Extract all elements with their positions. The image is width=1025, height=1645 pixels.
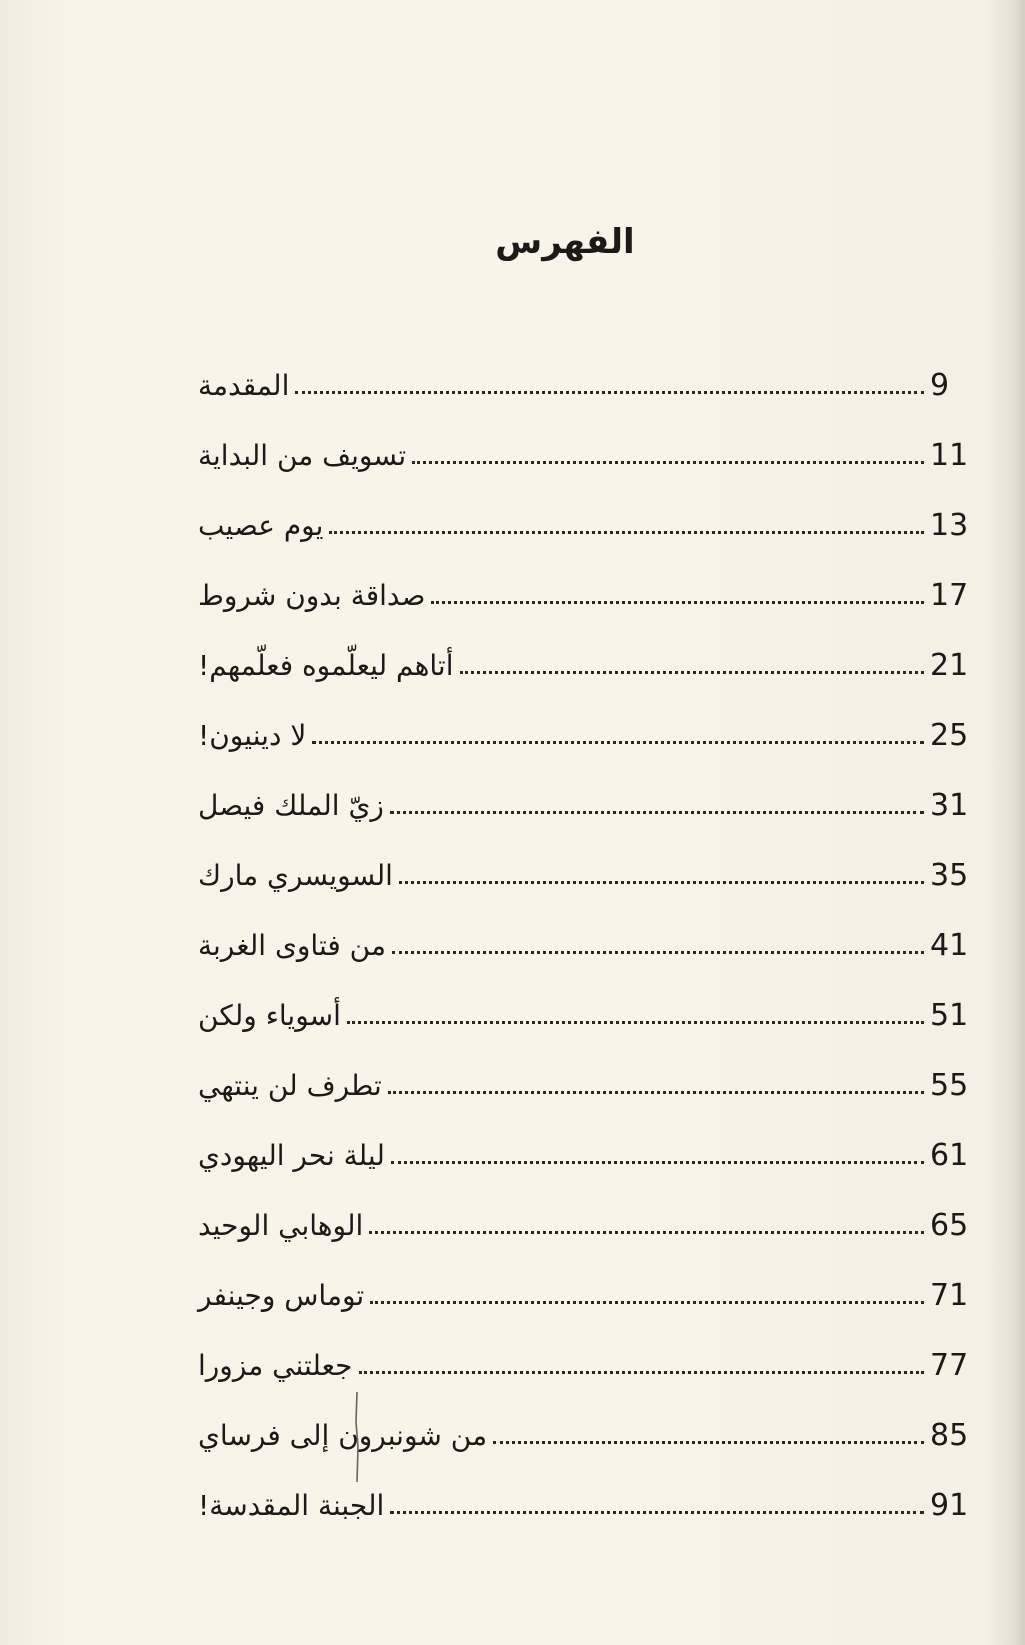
toc-entry	[190, 420, 980, 490]
dot-leader	[295, 391, 924, 394]
toc-entry-page: 41	[930, 927, 969, 963]
dot-leader	[369, 1231, 924, 1234]
toc-entry-title: أتاهم ليعلّموه فعلّمهم!	[198, 648, 454, 682]
dot-leader	[390, 1511, 924, 1514]
toc-entry-title: تطرف لن ينتهي	[198, 1068, 382, 1102]
toc-entry-page: 91	[930, 1487, 969, 1523]
toc-entry-title: لا دينيون!	[198, 718, 307, 752]
toc-entry-page: 65	[930, 1207, 969, 1243]
toc-entry-title: جعلتني مزورا	[198, 1348, 353, 1382]
dot-leader	[460, 671, 925, 674]
toc-entry	[190, 630, 980, 700]
toc-entry-page: 61	[930, 1137, 969, 1173]
toc-entry-page: 25	[930, 717, 969, 753]
toc-entry-page: 13	[930, 507, 969, 543]
toc-entry-title: توماس وجينفر	[198, 1278, 365, 1312]
dot-leader	[370, 1301, 924, 1304]
toc-entry-page: 11	[930, 437, 969, 473]
toc-entry	[190, 910, 980, 980]
toc-entry	[190, 700, 980, 770]
toc-entry-title: صداقة بدون شروط	[198, 578, 426, 612]
toc-entry-page: 21	[930, 647, 969, 683]
dot-leader	[347, 1021, 924, 1024]
toc-entry-page: 77	[930, 1347, 969, 1383]
toc-entry-page: 71	[930, 1277, 969, 1313]
toc-entry-title: الوهابي الوحيد	[198, 1208, 364, 1242]
toc-entry-page: 55	[930, 1067, 969, 1103]
toc-entry-page: 9	[930, 367, 950, 403]
toc-entry-page: 35	[930, 857, 969, 893]
toc-entry-title: تسويف من البداية	[198, 438, 407, 472]
toc-entry-title: زيّ الملك فيصل	[198, 788, 384, 822]
toc-entry	[190, 1190, 980, 1260]
toc-entry	[190, 1260, 980, 1330]
dot-leader	[388, 1091, 924, 1094]
toc-entry-page: 51	[930, 997, 969, 1033]
toc-entry	[190, 1470, 980, 1540]
toc-entry	[190, 350, 980, 420]
dot-leader	[390, 811, 924, 814]
dot-leader	[392, 951, 924, 954]
toc-entry	[190, 560, 980, 630]
toc-entry	[190, 840, 980, 910]
dot-leader	[493, 1441, 924, 1444]
toc-entry	[190, 770, 980, 840]
toc-entry-title: من شونبرون إلى فرساي	[198, 1418, 488, 1452]
toc-entry-title: ليلة نحر اليهودي	[198, 1138, 385, 1172]
toc-entry-title: السويسري مارك	[198, 858, 393, 892]
toc-entry-title: المقدمة	[198, 368, 290, 402]
toc-entry-title: الجبنة المقدسة!	[198, 1488, 385, 1522]
dot-leader	[431, 601, 924, 604]
toc-entry	[190, 1050, 980, 1120]
toc-entry	[190, 490, 980, 560]
dot-leader	[359, 1371, 925, 1374]
toc-entry-page: 31	[930, 787, 969, 823]
toc-entry	[190, 980, 980, 1050]
toc-entry-title: أسوياء ولكن	[198, 998, 341, 1032]
toc-entry	[190, 1330, 980, 1400]
toc-entry-title: من فتاوى الغربة	[198, 928, 386, 962]
toc-entry	[190, 1400, 980, 1470]
page-title: الفهرس	[495, 222, 635, 262]
toc-entry-title: يوم عصيب	[198, 508, 324, 542]
toc-entry	[190, 1120, 980, 1190]
toc-entry-page: 85	[930, 1417, 969, 1453]
pencil-mark	[354, 1392, 360, 1482]
dot-leader	[312, 741, 924, 744]
dot-leader	[391, 1161, 924, 1164]
dot-leader	[329, 531, 924, 534]
dot-leader	[399, 881, 924, 884]
table-of-contents	[190, 350, 980, 1540]
toc-entry-page: 17	[930, 577, 969, 613]
dot-leader	[412, 461, 924, 464]
